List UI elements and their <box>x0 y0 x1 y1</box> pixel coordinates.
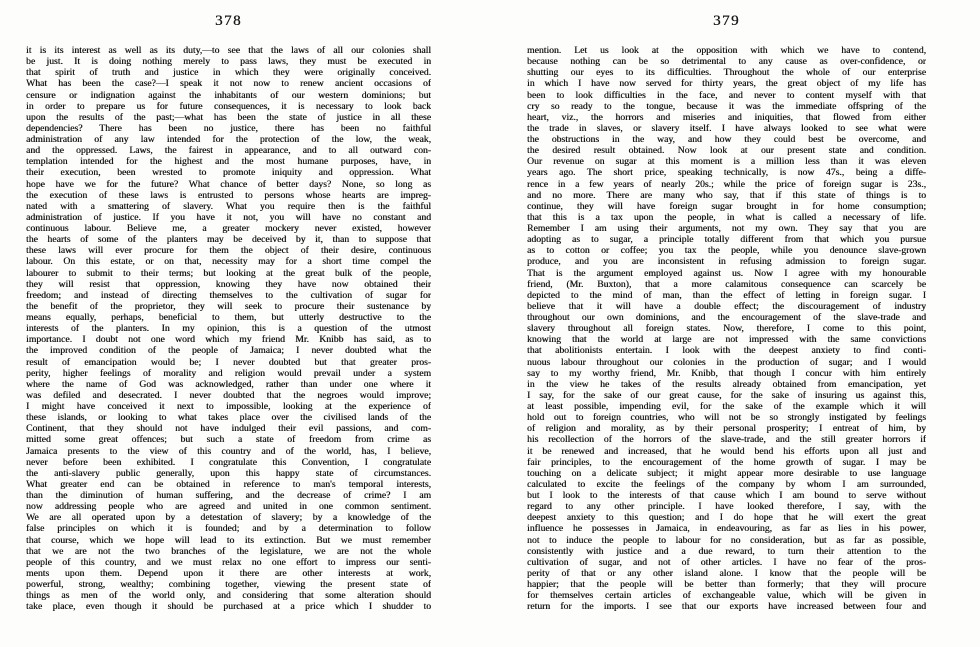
text-line: that this is a tax upon the people, in what is called a necessary of life. <box>527 211 926 223</box>
text-line: continuous labour. Believe me, a greater mockery never existed, however <box>26 223 431 234</box>
text-line: because nothing can be so detrimental to any cause as over-confidence, or <box>527 56 926 68</box>
text-line: things as men of the world only, and considering that some alteration should <box>26 590 431 602</box>
text-line: be just. It is doing nothing merely to pass laws, they must be executed in <box>26 56 431 68</box>
text-line: than the diminution of human suffering, and the decrease of crime? I am <box>26 490 431 501</box>
text-line: depicted to the mind of man, than the effect of letting in foreign sugar. I <box>527 289 926 301</box>
text-line: these laws will ever procure for them the object of their desire, continuous <box>26 245 431 257</box>
text-line: that spirit of truth and justice in which they were originally conceived. <box>26 67 431 79</box>
text-line: continue, they will have foreign sugar brought in for home consumption; <box>527 200 926 212</box>
page-left <box>26 12 431 612</box>
text-line: the obstructions in the way, and how they could best be overcome, and <box>527 134 926 145</box>
text-line: administration of justice. If you have it not, you will have no constant and <box>26 211 431 223</box>
text-line: that abolitionists entertain. I look with the deepest anxiety to find conti- <box>527 345 926 357</box>
text-line: perity of that or any other island alone. I know that the people will be <box>527 567 926 579</box>
page-text-column <box>26 45 431 612</box>
page-right <box>527 12 926 612</box>
text-line: believe that it will have a double effect; the discouragement of industry <box>527 300 926 312</box>
text-line: cultivation of sugar, and not of other articles. I have no fear of the pros- <box>527 556 926 568</box>
text-line: these islands, or looking to what takes place over the civilised lands of the <box>26 412 431 424</box>
text-line: not to induce the people to labour for no consideration, but as far as possible, <box>527 534 926 546</box>
text-line: years ago. The short price, speaking technically, is now 47s., being a diffe- <box>527 167 926 179</box>
text-line: never before been exhibited. I congratulate this Convention, I congratulate <box>26 456 431 468</box>
text-line: in which I have now served for thirty years, the great object of my life has <box>527 78 926 90</box>
text-line: return for the imports. I see that our exports have increased between four and <box>527 601 926 613</box>
text-line: the benefit of the proprietor, they will seek to procure their sustenance by <box>26 300 431 312</box>
text-line: perity, higher feelings of morality and religion would prevail under a system <box>26 367 431 379</box>
text-line: Remember I am using their arguments, not my own. They say that you are <box>527 223 926 234</box>
text-line: at least possible, impending evil, for the sake of the example which it will <box>527 401 926 412</box>
text-line: but I look to the interests of that cause which I am bound to serve without <box>527 490 926 501</box>
text-line: people of this country, and we must relax no one effort to impress our senti- <box>26 556 431 568</box>
text-line: of religion and morality, as by their personal prosperity; I entreat of him, by <box>527 423 926 435</box>
text-line: the hearts of some of the planters may be deceived by it, than to suppose that <box>26 234 431 246</box>
text-line: cry so ready to the tongue, because it was the immediate offspring of the <box>527 100 926 112</box>
page-number: 379 <box>713 13 740 29</box>
text-line: the execution of these laws is entrusted to persons whose hearts are impreg- <box>26 189 431 201</box>
text-line: adopting as to sugar, a principle totally different from that which you pursue <box>527 234 926 246</box>
text-line: heart, viz., the horrors and miseries and iniquities, that flowed from either <box>527 111 926 123</box>
text-line: regard to any other principle. I have looked therefore, I say, with the <box>527 501 926 513</box>
text-line: his recollection of the horrors of the slave-trade, and the still greater horrors if <box>527 434 926 446</box>
text-line: Our revenue on sugar at this moment is a million less than it was eleven <box>527 156 926 168</box>
text-line: hope have we for the future? What chance of better days? None, so long as <box>26 178 431 190</box>
text-line: templation intended for the highest and the most humane purposes, have, in <box>26 156 431 168</box>
text-line: they will resist that oppression, knowing they have now obtained their <box>26 278 431 290</box>
text-line: fair principles, to the encouragement of the home growth of sugar. I may be <box>527 456 926 468</box>
text-line: influence he possesses in Jamaica, in endeavouring, as far as lies in his power, <box>527 523 926 535</box>
text-line: been to look difficulties in the face, and never to content myself with that <box>527 89 926 101</box>
text-line: that course, which we hope will lead to its extinction. But we must remember <box>26 534 431 546</box>
text-line: hold out to foreign countries, who will not be so strongly instigated by feelings <box>527 412 926 424</box>
text-line: friend, (Mr. Buxton), that a more calamitous consequence can scarcely be <box>527 278 926 290</box>
text-line: slavery throughout all foreign states. Now, therefore, I come to this point, <box>527 323 926 335</box>
text-line: result of emancipation would be; I never doubted but that greater pros- <box>26 356 431 368</box>
text-line: interests of the planters. In my opinion, this is a question of the utmost <box>26 323 431 335</box>
text-line: importance. I doubt not one word which my friend Mr. Knibb has said, as to <box>26 334 431 346</box>
text-line: mitted some great offences; but such a state of freedom from crime as <box>26 434 431 446</box>
text-line: We are all operated upon by a detestation of slavery; by a knowledge of the <box>26 512 431 524</box>
text-line: knowing that the world at large are not impressed with the same convictions <box>527 334 926 346</box>
text-line: Jamaica presents to the view of this country and of the world, has, I believe, <box>26 445 431 457</box>
text-line: where the name of God was acknowledged, rather than under one where it <box>26 378 431 390</box>
text-line: I say, for the sake of our great cause, for the sake of insuring us against this, <box>527 389 926 401</box>
text-line: throughout our own dominions, and the encouragement of the slave-trade and <box>527 312 926 323</box>
text-line: labour. On this estate, or on that, necessity may for a short time compel the <box>26 256 431 268</box>
text-line: Continent, that they should not have indulged their evil passions, and com- <box>26 423 431 435</box>
text-line: nuous labour throughout our colonies in the production of sugar; and I would <box>527 356 926 368</box>
text-line: and no more. There are many who say, that if this state of things is to <box>527 189 926 201</box>
text-line: now addressing people who are agreed and united in one common sentiment. <box>26 501 431 513</box>
text-line: the improved condition of the people of Jamaica; I never doubted what the <box>26 345 431 357</box>
text-line: What greater end can be obtained in reference to man's temporal interests, <box>26 478 431 490</box>
text-line: in order to prepare us for future consequences, it is necessary to look back <box>26 100 431 112</box>
text-line: touching on a delicate subject; it might appear more desirable to use language <box>527 467 926 479</box>
text-line: that we are not the two branches of the legislature, we are not the whole <box>26 545 431 557</box>
text-line: calculated to excite the feelings of the company by whom I am surrounded, <box>527 478 926 490</box>
text-line: in the view he takes of the results already obtained from emancipation, yet <box>527 378 926 390</box>
text-line: labourer to submit to their terms; but looking at the great bulk of the people, <box>26 267 431 279</box>
page-number: 378 <box>215 13 242 29</box>
text-line: produce, and you are inconsistent in refusing admission to foreign sugar. <box>527 256 926 268</box>
page-text-column <box>527 45 926 612</box>
text-line: I might have conceived it next to impossible, looking at the experience of <box>26 401 431 412</box>
text-line: administration of any law intended for the protection of the low, the weak, <box>26 134 431 145</box>
text-line: it be renewed and increased, that he would bend his efforts upon all just and <box>527 445 926 457</box>
text-line: means equally, perhaps, beneficial to them, but utterly destructive to the <box>26 312 431 323</box>
text-line: What has been the case?—I speak it not now to renew ancient occasions of <box>26 78 431 90</box>
text-line: as to cotton or coffee; you tax the people, while you denounce slave-grown <box>527 245 926 257</box>
text-line: That is the argument employed against us. Now I agree with my honourable <box>527 267 926 279</box>
text-line: ments upon them. Depend upon it there are other interests at work, <box>26 567 431 579</box>
text-line: take place, even though it should be purchased at a price which I shudder to <box>26 601 431 613</box>
text-line: their execution, been wrested to promote iniquity and oppression. What <box>26 167 431 179</box>
text-line: happier; that the people will be better than formerly; that they will procure <box>527 579 926 590</box>
text-line: for themselves certain articles of exchangeable value, which will be given in <box>527 590 926 602</box>
text-line: rence in a few years of nearly 20s.; while the price of foreign sugar is 23s., <box>527 178 926 190</box>
text-line: censure or indignation against the inhabitants of our western dominions; but <box>26 89 431 101</box>
text-line: the desired result obtained. Now look at our present state and condition. <box>527 145 926 157</box>
text-line: freedom; and instead of directing themselves to the cultivation of sugar for <box>26 289 431 301</box>
text-line: the trade in slaves, or slavery itself. I have always looked to see what were <box>527 122 926 134</box>
text-line: nated with a smattering of slavery. What you require then is the faithful <box>26 200 431 212</box>
text-line: deepest anxiety to this question; and I do hope that he will exert the great <box>527 512 926 524</box>
text-line: mention. Let us look at the opposition with which we have to contend, <box>527 45 926 56</box>
text-line: dependencies? There has been no justice, there has been no faithful <box>26 122 431 134</box>
text-line: it is its interest as well as its duty,—to see that the laws of all our colonies shall <box>26 45 431 56</box>
text-line: upon the results of the past;—what has been the state of justice in all these <box>26 111 431 123</box>
text-line: false principles on which it is founded; and by a determination to follow <box>26 523 431 535</box>
text-line: say to my worthy friend, Mr. Knibb, that though I concur with him entirely <box>527 367 926 379</box>
text-line: was defiled and desecrated. I never doubted that the negroes would improve; <box>26 389 431 401</box>
text-line: the anti-slavery public generally, upon this happy state of circumstances. <box>26 467 431 479</box>
text-line: consistently with justice and a due reward, to turn their attention to the <box>527 545 926 557</box>
text-line: shutting our eyes to its difficulties. Throughout the whole of our enterprise <box>527 67 926 79</box>
text-line: powerful, strong, wealthy; combining together, viewing the present state of <box>26 579 431 590</box>
text-line: and the oppressed. Laws, the fairest in appearance, and to all outward con- <box>26 145 431 157</box>
